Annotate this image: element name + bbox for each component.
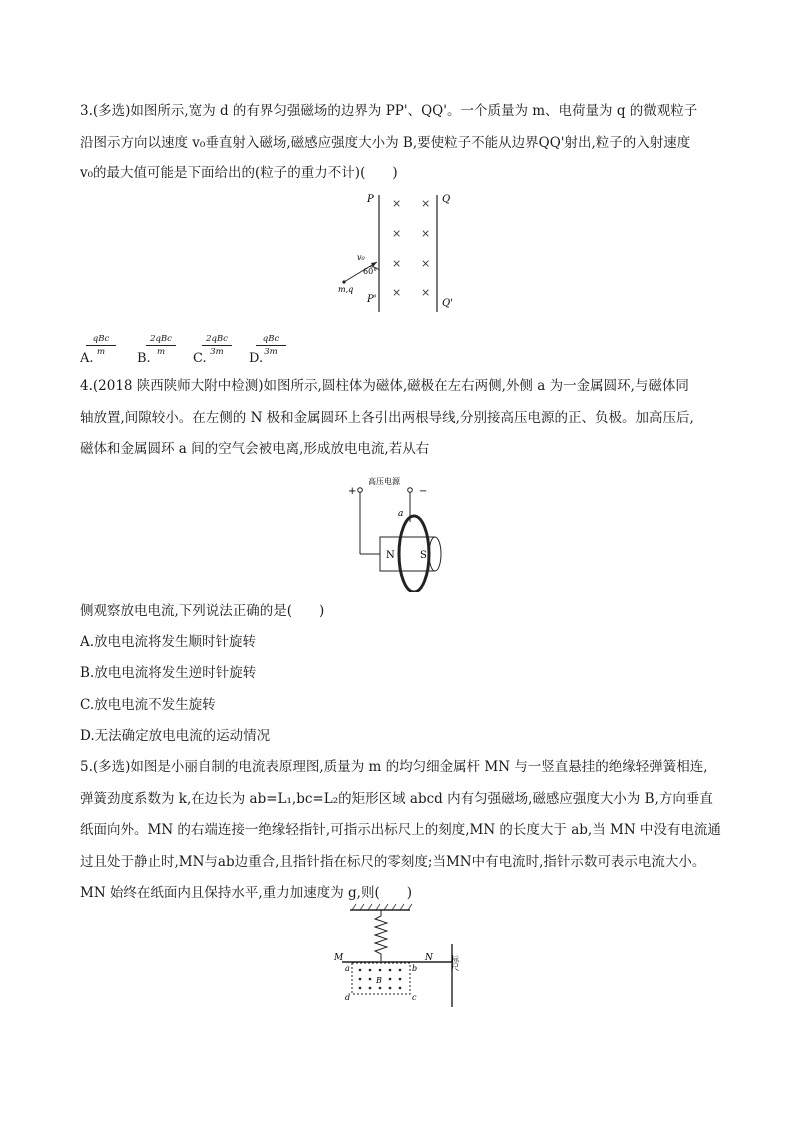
q3-line-2: 沿图示方向以速度 v₀垂直射入磁场,磁感应强度大小为 B,要使粒子不能从边界QQ'射出,粒子的入射速度: [80, 135, 691, 151]
q5-label-c: c: [412, 993, 417, 1002]
frac-num: qBc: [256, 334, 286, 346]
q5-spring: [375, 910, 387, 961]
q4-minus-label: −: [419, 486, 428, 497]
q5-figure: [330, 900, 470, 1010]
q3-line-3: v₀的最大值可能是下面给出的(粒子的重力不计)( ): [80, 165, 398, 181]
q3-option-b-letter: B.: [137, 351, 151, 366]
q3-label-mq: m,q: [338, 285, 354, 294]
frac-den: 3m: [210, 347, 224, 357]
q3-label-v0: v₀: [357, 253, 365, 262]
q3-option-c-fraction: [202, 334, 232, 357]
field-cross: ×: [421, 197, 431, 210]
field-cross: ×: [392, 197, 402, 210]
field-cross: ×: [392, 257, 402, 270]
q5-label-a: a: [345, 964, 350, 973]
q5-line-1: 5.(多选)如图是小丽自制的电流表原理图,质量为 m 的均匀细金属杆 MN 与一竖直悬挂的绝缘轻弹簧相连,: [80, 759, 708, 775]
q5-line-2: 弹簧劲度系数为 k,在边长为 ab=L₁,bc=L₂的矩形区域 abcd 内有匀强磁场,磁感应强度大小为 B,方向垂直: [80, 791, 713, 807]
q3-label-p: P: [367, 194, 374, 205]
q3-label-q-prime: Q': [442, 298, 453, 309]
field-cross: ×: [421, 286, 431, 299]
q5-line-4: 过且处于静止时,MN与ab边重合,且指针指在标尺的零刻度;当MN中有电流时,指针示数可表示电流大小。: [80, 854, 706, 870]
q5-label-m: M: [334, 953, 344, 963]
q5-label-b: b: [412, 964, 418, 973]
q4-option-a: A.放电电流将发生顺时针旋转: [80, 634, 257, 650]
frac-num: qBc: [86, 334, 116, 346]
q4-line-1: 4.(2018 陕西陕师大附中检测)如图所示,圆柱体为磁体,磁极在左右两侧,外侧 a 为一金属圆环,与磁体同: [80, 378, 689, 394]
frac-num: 2qBc: [202, 334, 232, 346]
field-cross: ×: [421, 257, 431, 270]
q4-option-c: C.放电电流不发生旋转: [80, 697, 216, 713]
q5-line-5: MN 始终在纸面内且保持水平,重力加速度为 g,则( ): [80, 885, 412, 901]
q4-terminal-negative: [408, 488, 413, 493]
q3-option-d-fraction: [256, 334, 286, 357]
q5-line-3: 纸面向外。MN 的右端连接一绝缘轻指针,可指示出标尺上的刻度,MN 的长度大于 ab,当 MN 中没有电流通: [80, 822, 721, 838]
q4-south-label: S: [420, 550, 427, 561]
frac-den: m: [96, 347, 106, 357]
q3-option-a-fraction: [86, 334, 116, 357]
q4-figure: [340, 472, 460, 592]
q5-ceiling-hatch: [352, 904, 412, 910]
field-cross: ×: [392, 227, 402, 240]
q3-label-angle: 60°: [363, 267, 378, 276]
q4-option-d: D.无法确定放电电流的运动情况: [80, 728, 271, 744]
q3-particle: [342, 280, 345, 283]
q4-magnet-right-end: [429, 537, 441, 571]
q4-option-b: B.放电电流将发生逆时针旋转: [80, 665, 257, 681]
q3-option-a-letter: A.: [80, 351, 94, 366]
q4-line-after: 侧观察放电电流,下列说法正确的是( ): [80, 603, 325, 619]
frac-den: 3m: [264, 347, 278, 357]
q3-label-p-prime: P': [367, 294, 377, 305]
field-cross: ×: [421, 227, 431, 240]
q5-label-d: d: [345, 993, 351, 1002]
q5-scale-label: 标尺: [450, 955, 460, 971]
q3-option-b-fraction: [146, 334, 176, 357]
q3-field-crosses: [392, 197, 430, 299]
q4-north-label: N: [386, 550, 395, 561]
q4-line-2: 轴放置,间隙较小。在左侧的 N 极和金属圆环上各引出两根导线,分别接高压电源的正、负极。加高压后,: [80, 410, 694, 426]
q4-ring-label: a: [398, 509, 404, 519]
q5-label-b-field: B: [376, 976, 382, 985]
q3-line-1: 3.(多选)如图所示,宽为 d 的有界匀强磁场的边界为 PP'、QQ'。一个质量为 m、电荷量为 q 的微观粒子: [80, 103, 698, 119]
q4-line-3: 磁体和金属圆环 a 间的空气会被电离,形成放电电流,若从右: [80, 441, 430, 457]
q5-label-n: N: [425, 953, 433, 963]
q4-plus-label: +: [348, 486, 357, 497]
frac-den: m: [156, 347, 166, 357]
q3-figure: [330, 190, 470, 320]
q3-label-q: Q: [442, 194, 451, 205]
q3-option-d-letter: D.: [249, 351, 264, 366]
q4-terminal-positive: [358, 488, 363, 493]
field-cross: ×: [392, 286, 402, 299]
q4-source-label: 高压电源: [368, 477, 400, 486]
q3-option-c-letter: C.: [193, 351, 207, 366]
frac-num: 2qBc: [146, 334, 176, 346]
